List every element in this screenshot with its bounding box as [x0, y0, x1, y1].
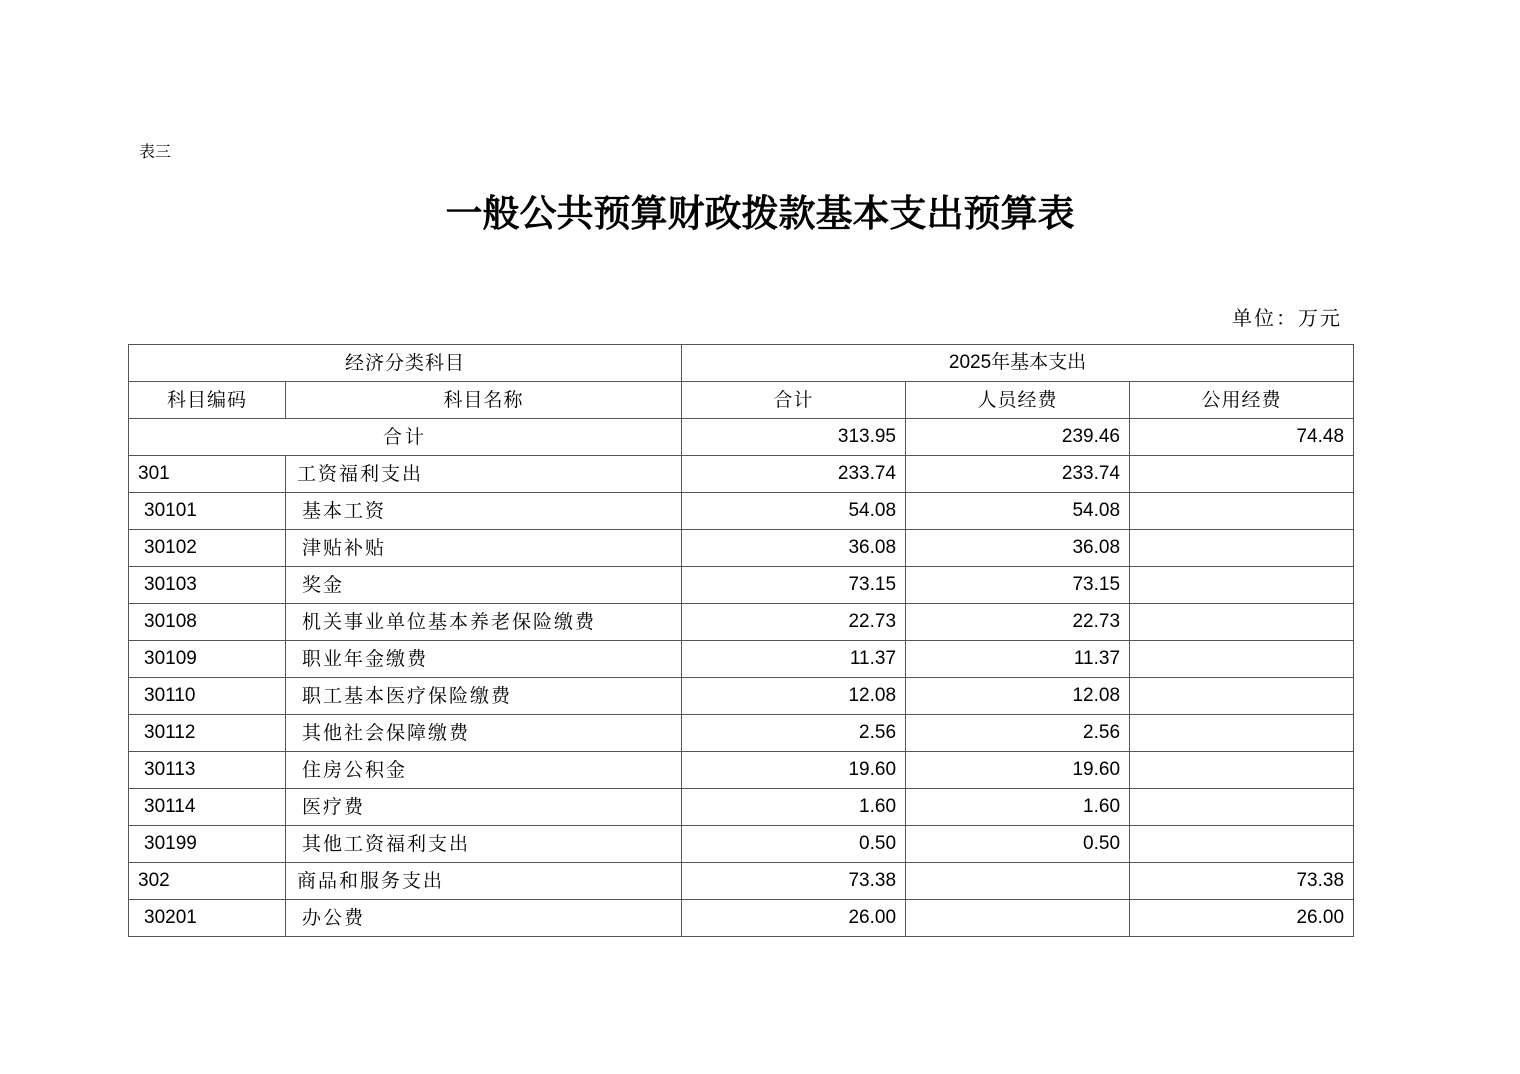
row-total: 233.74: [682, 456, 906, 493]
row-total: 2.56: [682, 715, 906, 752]
row-total: 73.38: [682, 863, 906, 900]
row-public: [1130, 715, 1354, 752]
row-personnel: 54.08: [906, 493, 1130, 530]
row-public: 26.00: [1130, 900, 1354, 937]
row-name: 职工基本医疗保险缴费: [286, 678, 682, 715]
row-public: [1130, 530, 1354, 567]
table-row: [129, 641, 1354, 678]
row-total: 1.60: [682, 789, 906, 826]
row-code: 30113: [129, 752, 286, 789]
row-name: 津贴补贴: [286, 530, 682, 567]
table-row: [129, 789, 1354, 826]
table-row: [129, 604, 1354, 641]
row-code: 302: [129, 863, 286, 900]
header-row-columns: [129, 382, 1354, 419]
header-name: 科目名称: [286, 382, 682, 419]
row-public: [1130, 567, 1354, 604]
row-name: 工资福利支出: [286, 456, 682, 493]
row-total: 12.08: [682, 678, 906, 715]
total-row-public: 74.48: [1130, 419, 1354, 456]
row-name: 其他工资福利支出: [286, 826, 682, 863]
table-row: [129, 530, 1354, 567]
row-total: 73.15: [682, 567, 906, 604]
row-code: 30109: [129, 641, 286, 678]
table-row: [129, 678, 1354, 715]
row-name: 医疗费: [286, 789, 682, 826]
table-row: [129, 493, 1354, 530]
row-personnel: 73.15: [906, 567, 1130, 604]
row-code: 30199: [129, 826, 286, 863]
header-code: 科目编码: [129, 382, 286, 419]
row-code: 30114: [129, 789, 286, 826]
row-name: 其他社会保障缴费: [286, 715, 682, 752]
header-economic-category: 经济分类科目: [129, 345, 682, 382]
header-public: 公用经费: [1130, 382, 1354, 419]
row-public: [1130, 641, 1354, 678]
budget-table: [128, 344, 1354, 937]
row-total: 11.37: [682, 641, 906, 678]
page-title: 一般公共预算财政拨款基本支出预算表: [445, 191, 1075, 235]
total-row-label: 合计: [129, 419, 682, 456]
table-body: [129, 419, 1354, 937]
row-name: 职业年金缴费: [286, 641, 682, 678]
table-row: [129, 826, 1354, 863]
header-personnel: 人员经费: [906, 382, 1130, 419]
row-personnel: 0.50: [906, 826, 1130, 863]
row-code: 30102: [129, 530, 286, 567]
row-public: 73.38: [1130, 863, 1354, 900]
row-code: 30103: [129, 567, 286, 604]
row-total: 19.60: [682, 752, 906, 789]
row-personnel: 233.74: [906, 456, 1130, 493]
header-basic-expenditure: 2025年基本支出: [682, 345, 1354, 382]
row-total: 36.08: [682, 530, 906, 567]
row-public: [1130, 826, 1354, 863]
row-name: 办公费: [286, 900, 682, 937]
row-personnel: [906, 900, 1130, 937]
row-name: 机关事业单位基本养老保险缴费: [286, 604, 682, 641]
row-name: 基本工资: [286, 493, 682, 530]
row-personnel: 12.08: [906, 678, 1130, 715]
row-personnel: 36.08: [906, 530, 1130, 567]
row-personnel: 2.56: [906, 715, 1130, 752]
row-personnel: 19.60: [906, 752, 1130, 789]
unit-label: 单位：万元: [1232, 306, 1342, 330]
table-row: [129, 900, 1354, 937]
row-personnel: [906, 863, 1130, 900]
row-code: 30201: [129, 900, 286, 937]
row-public: [1130, 678, 1354, 715]
row-public: [1130, 752, 1354, 789]
row-total: 22.73: [682, 604, 906, 641]
row-code: 30110: [129, 678, 286, 715]
row-code: 30101: [129, 493, 286, 530]
row-personnel: 11.37: [906, 641, 1130, 678]
table-row: [129, 715, 1354, 752]
row-code: 30112: [129, 715, 286, 752]
row-total: 54.08: [682, 493, 906, 530]
table-row: [129, 567, 1354, 604]
row-total: 0.50: [682, 826, 906, 863]
header-total: 合计: [682, 382, 906, 419]
row-public: [1130, 493, 1354, 530]
row-public: [1130, 789, 1354, 826]
total-row-personnel: 239.46: [906, 419, 1130, 456]
header-row-group: [129, 345, 1354, 382]
table-row: [129, 863, 1354, 900]
table-number-label: 表三: [139, 142, 172, 161]
row-total: 26.00: [682, 900, 906, 937]
row-public: [1130, 456, 1354, 493]
table-row: [129, 752, 1354, 789]
row-public: [1130, 604, 1354, 641]
total-row: [129, 419, 1354, 456]
row-code: 301: [129, 456, 286, 493]
row-name: 奖金: [286, 567, 682, 604]
row-personnel: 22.73: [906, 604, 1130, 641]
row-name: 住房公积金: [286, 752, 682, 789]
row-personnel: 1.60: [906, 789, 1130, 826]
total-row-total: 313.95: [682, 419, 906, 456]
row-code: 30108: [129, 604, 286, 641]
table-row: [129, 456, 1354, 493]
row-name: 商品和服务支出: [286, 863, 682, 900]
